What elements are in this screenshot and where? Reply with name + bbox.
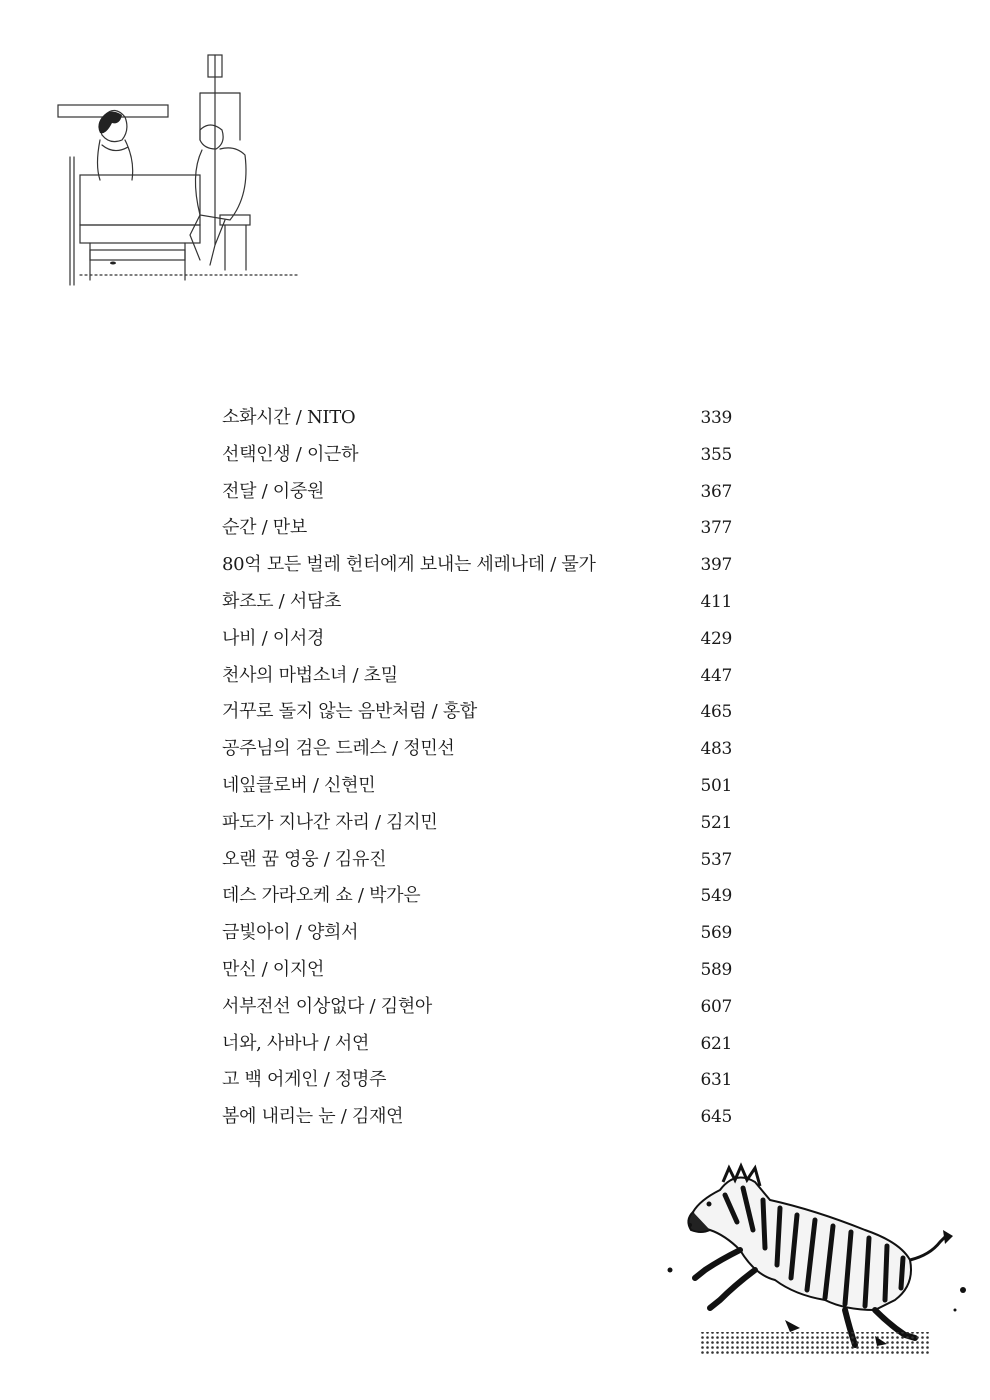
toc-entry[interactable] <box>222 992 732 1029</box>
toc-page-number: 429 <box>700 628 732 649</box>
toc-page-number: 483 <box>700 739 732 760</box>
toc-entry[interactable] <box>222 403 732 440</box>
toc-title: 고 백 어게인 / 정명주 <box>222 1069 387 1091</box>
toc-entry[interactable] <box>222 955 732 992</box>
toc-title: 선택인생 / 이근하 <box>222 443 359 465</box>
toc-entry[interactable] <box>222 808 732 845</box>
toc-page-number: 355 <box>700 444 732 465</box>
toc-title: 화조도 / 서담초 <box>222 590 342 612</box>
toc-title: 순간 / 만보 <box>222 517 307 539</box>
toc-entry[interactable] <box>222 1102 732 1139</box>
toc-entry[interactable] <box>222 697 732 734</box>
toc-entry[interactable] <box>222 1065 732 1102</box>
toc-page-number: 501 <box>700 775 732 796</box>
toc-title: 만신 / 이지언 <box>222 958 325 980</box>
toc-page-number: 521 <box>700 812 732 833</box>
toc-page-number: 645 <box>700 1107 732 1128</box>
toc-title: 거꾸로 돌지 않는 음반처럼 / 홍합 <box>222 701 478 723</box>
toc-entry[interactable] <box>222 734 732 771</box>
toc-title: 봄에 내리는 눈 / 김재연 <box>222 1106 404 1128</box>
toc-entry[interactable] <box>222 477 732 514</box>
toc-title: 서부전선 이상없다 / 김현아 <box>222 995 432 1017</box>
toc-page-number: 367 <box>700 481 732 502</box>
toc-entry[interactable] <box>222 881 732 918</box>
toc-title: 소화시간 / NITO <box>222 407 356 428</box>
toc-title: 너와, 사바나 / 서연 <box>222 1032 370 1054</box>
toc-page-number: 589 <box>700 959 732 980</box>
toc-page-number: 465 <box>700 702 732 723</box>
toc-title: 공주님의 검은 드레스 / 정민선 <box>222 738 455 760</box>
toc-page-number: 569 <box>700 923 732 944</box>
toc-entry[interactable] <box>222 661 732 698</box>
toc-page-number: 397 <box>700 555 732 576</box>
toc-title: 네잎클로버 / 신현민 <box>222 774 376 796</box>
toc-entry[interactable] <box>222 513 732 550</box>
toc-title: 나비 / 이서경 <box>222 627 325 649</box>
toc-page-number: 621 <box>700 1033 732 1054</box>
toc-entry[interactable] <box>222 550 732 587</box>
toc-page-number: 607 <box>700 996 732 1017</box>
toc-entry[interactable] <box>222 918 732 955</box>
toc-page-number: 377 <box>700 518 732 539</box>
hospital-scene-illustration <box>50 45 310 295</box>
table-of-contents <box>222 403 732 1139</box>
toc-title: 전달 / 이중원 <box>222 480 325 502</box>
toc-page-number: 537 <box>700 849 732 870</box>
toc-entry[interactable] <box>222 1029 732 1066</box>
toc-title: 오랜 꿈 영웅 / 김유진 <box>222 848 387 870</box>
toc-title: 데스 가라오케 쇼 / 박가은 <box>222 885 421 907</box>
toc-entry[interactable] <box>222 440 732 477</box>
toc-entry[interactable] <box>222 771 732 808</box>
toc-page-number: 411 <box>700 591 732 612</box>
toc-title: 파도가 지나간 자리 / 김지민 <box>222 811 438 833</box>
toc-entry[interactable] <box>222 624 732 661</box>
zebra-illustration <box>665 1160 975 1365</box>
toc-title: 금빛아이 / 양희서 <box>222 922 359 944</box>
toc-entry[interactable] <box>222 587 732 624</box>
toc-page-number: 631 <box>700 1070 732 1091</box>
toc-title: 천사의 마법소녀 / 초밀 <box>222 664 398 686</box>
toc-title: 80억 모든 벌레 헌터에게 보내는 세레나데 / 물가 <box>222 554 596 576</box>
toc-page-number: 339 <box>700 408 732 428</box>
toc-entry[interactable] <box>222 845 732 882</box>
toc-page-number: 447 <box>700 665 732 686</box>
toc-page-number: 549 <box>700 886 732 907</box>
